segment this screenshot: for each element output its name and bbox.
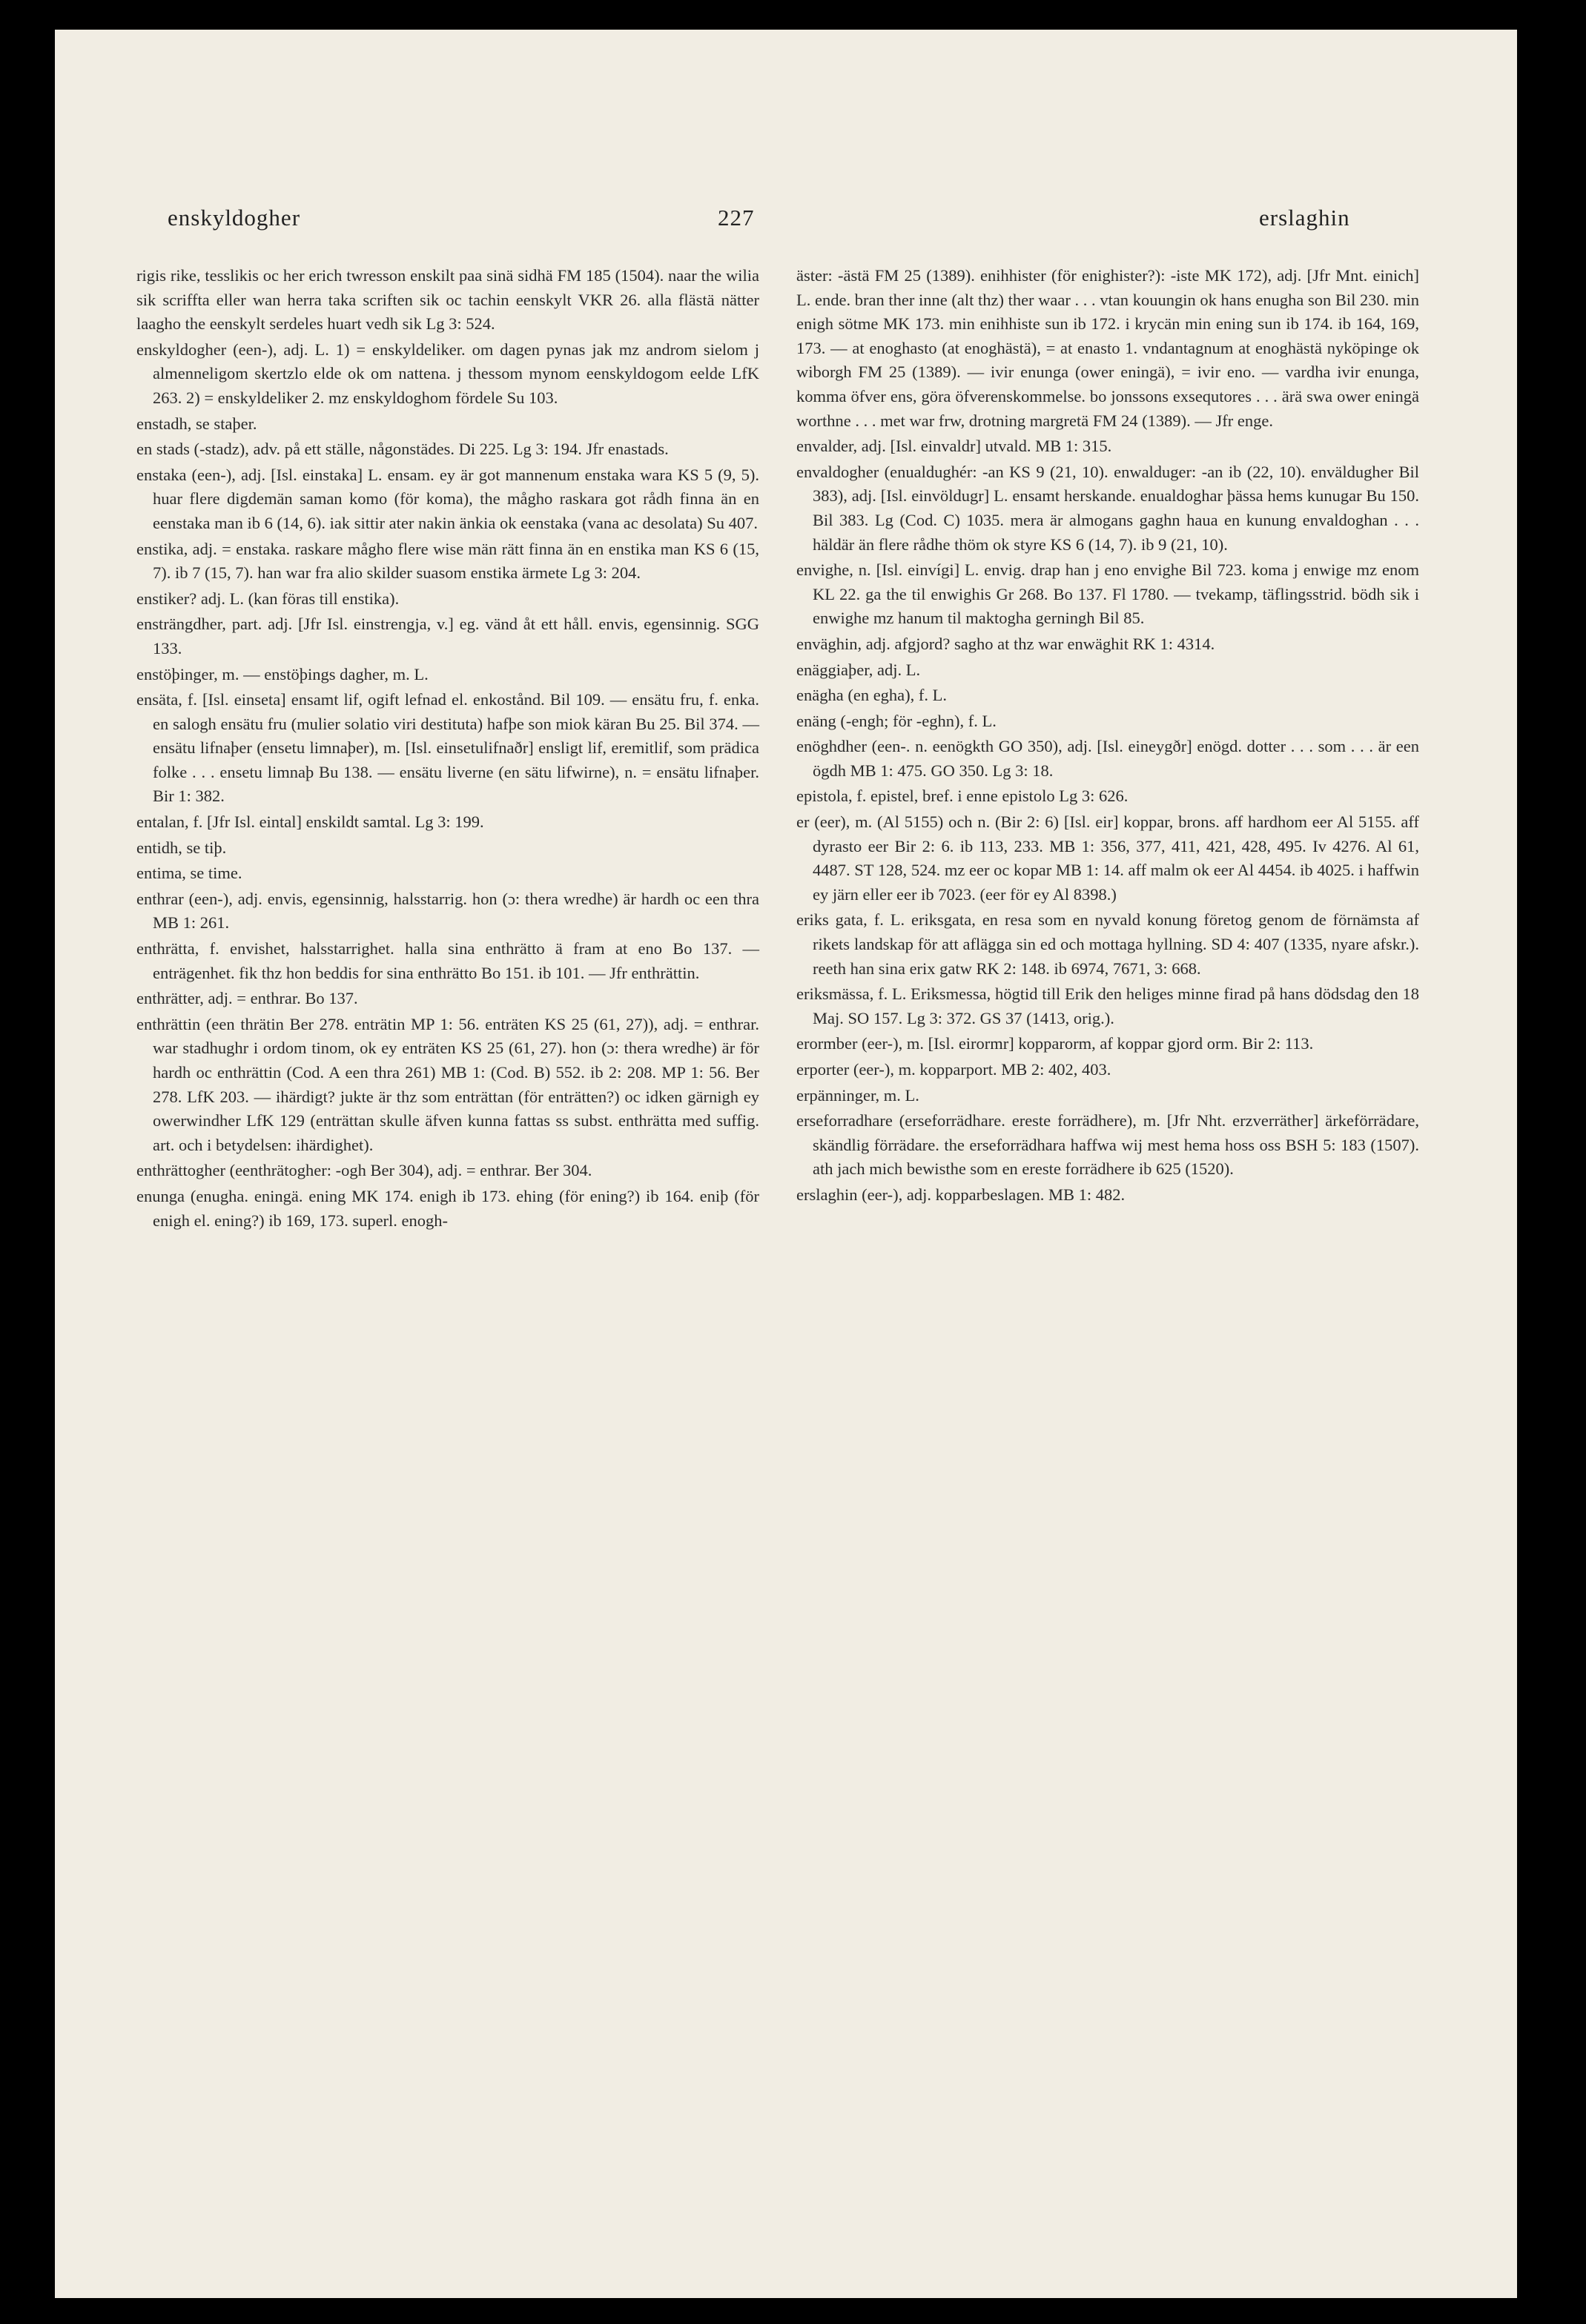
scan-corner-mark <box>1531 2295 1547 2311</box>
entry-text: ensäta, f. [Isl. einseta] ensamt lif, ogift lefnad el. enkostånd. Bil 109. — ensätu fru, f. enka. en salogh ensätu fru (mulier solatio viri destituta) hafþe son miok käran Bu 25. Bil 374. — ensätu lifnaþer (ensetu limnaþer), m. [Isl. einsetulifnaðr] ensligt lif, eremitlif, som prädica folke . . . ensetu limnaþ Bu 138. — ensätu liverne (en sätu lifwirne), n. = ensätu lifnaþer. Bir 1: 382. <box>136 690 759 806</box>
entry-text: enstaka (een-), adj. [Isl. einstaka] L. ensam. ey är got mannenum enstaka wara KS 5 (9, 5). huar flere digdemän saman komo (för koma), the mågho raskara got rådh finna än en eenstaka man ib 6 (14, 6). iak sittir ater nakin änkia ok eenstaka (vana ac desolata) Su 407. <box>136 465 759 532</box>
entry-text: entalan, f. [Jfr Isl. eintal] enskildt samtal. Lg 3: 199. <box>136 812 484 832</box>
entry-text: envighe, n. [Isl. einvígi] L. envig. drap han j eno envighe Bil 723. koma j enwige mz enom KL 22. ga the til enwighis Gr 268. Bo 137. Fl 1780. — tvekamp, täflingsstrid. bödh sik i enwighe mz hanum til maktogha gerningh Bil 85. <box>796 560 1419 628</box>
entry-text: en stads (-stadz), adv. på ett ställe, någonstädes. Di 225. Lg 3: 194. Jfr enastads. <box>136 440 669 459</box>
entry-text: erslaghin (eer-), adj. kopparbeslagen. MB 1: 482. <box>796 1185 1126 1204</box>
entry-text: enthrättin (een thrätin Ber 278. enträtin MP 1: 56. enträten KS 25 (61, 27)), adj. = enthrar. war stadhughr i ordom tinom, ok ey enträten KS 25 (61, 27). hon (ɔ: thera wredhe) är för hardh oc enthrättin (Cod. A een thra 261) MB 1: (Cod. B) 552. ib 2: 208. MP 1: 56. Ber 278. LfK 203. — ihärdigt? jukte är thz som enträttan (för enträtten?) oc idken gärnigh ey owerwindher LfK 129 (enträttan skulle äfven kunna fattas ss subst. enthrätta med suffig. art. och i betydelsen: ihärdighet). <box>136 1014 759 1154</box>
entry-text: epistola, f. epistel, bref. i enne epistolo Lg 3: 626. <box>796 787 1129 806</box>
scanned-page <box>55 30 1517 2298</box>
entry-text: er (eer), m. (Al 5155) och n. (Bir 2: 6) [Isl. eir] koppar, brons. aff hardhom eer Al 5155. aff dyrasto eer Bir 2: 6. ib 113, 233. MB 1: 356, 377, 411, 421, 428, 495. Iv 4276. Al 61, 4487. ST 128, 524. mz eer oc kopar MB 1: 14. aff malm ok eer Al 4454. ib 4025. i haffwin ey järn eller eer ib 7023. (eer för ey Al 8398.) <box>796 812 1419 904</box>
entry-text: eriksmässa, f. L. Eriksmessa, högtid till Erik den heliges minne firad på hans dödsdag den 18 Maj. SO 157. Lg 3: 372. GS 37 (1413, orig.). <box>796 984 1419 1027</box>
entry-text: erporter (eer-), m. kopparport. MB 2: 402, 403. <box>796 1060 1111 1079</box>
entry-text: enstöþinger, m. — enstöþings dagher, m. L. <box>136 664 429 683</box>
entry-text: enväghin, adj. afgjord? sagho at thz war enwäghit RK 1: 4314. <box>796 634 1215 653</box>
entry-text: enskyldogher (een-), adj. L. 1) = enskyldeliker. om dagen pynas jak mz androm sielom j almenneligom skertzlo elde ok om nattena. j thessom mynom eenskyldogom eelde LfK 263. 2) = enskyldeliker 2. mz enskyldoghom fördele Su 103. <box>136 340 759 407</box>
entry-text: enthrätta, f. envishet, halsstarrighet. halla sina enthrätto ä fram at eno Bo 137. — enträgenhet. fik thz hon beddis for sina enthrätto Bo 151. ib 101. — Jfr enthrättin. <box>136 939 759 982</box>
entry-text: eriks gata, f. L. eriksgata, en resa som en nyvald konung företog genom de förnämsta af rikets landskap för att aflägga sin ed och mottaga hyllning. SD 4: 407 (1335, nyare afskr.). reeth han sina erix gatw RK 2: 148. ib 6974, 7671, 3: 668. <box>796 910 1419 978</box>
entry-text: erseforradhare (erseforrädhare. ereste forrädhere), m. [Jfr Nht. erzverräther] ärkeförrädare, skändlig förrädare. the erseforrädhara haffwa wij mest hema hoss oss BSH 5: 183 (1507). ath jach mich bewisthe som en ereste forrädhere ib 625 (1520). <box>796 1111 1419 1179</box>
scan-corner-mark <box>39 2295 55 2311</box>
running-head-left: enskyldogher <box>168 205 301 231</box>
entry-text: enstadh, se staþer. <box>136 414 257 433</box>
entry-text: envaldogher (enualdughér: -an KS 9 (21, 10). enwalduger: -an ib (22, 10). enväldugher Bil 383), adj. [Isl. einvöldugr] L. ensamt herskande. enualdoghar þässa hems kunugar Bu 150. Bil 383. Lg (Cod. C) 1035. mera är almogans gaghn haua en kunung envaldoghan . . . häldär än flere rådhe thöm ok styre KS 6 (14, 7). ib 9 (21, 10). <box>796 462 1419 554</box>
entry-text: enäng (-engh; för -eghn), f. L. <box>796 711 997 730</box>
entry-text: enstiker? adj. L. (kan föras till enstika). <box>136 589 400 608</box>
entry-text: ensträngdher, part. adj. [Jfr Isl. einstrengja, v.] eg. vänd åt ett håll. envis, egensinnig. SGG 133. <box>136 615 759 658</box>
entry-text: rigis rike, tesslikis oc her erich twresson enskilt paa sinä sidhä FM 185 (1504). naar the wilia sik scriffta eller wan herra taka scriften sik oc tachin eenskylt VKR 26. alla flästä nätter laagho the eenskylt serdeles huart vedh sik Lg 3: 524. <box>136 266 759 334</box>
scan-corner-mark <box>1531 13 1547 30</box>
entry-text: enägha (en egha), f. L. <box>796 686 948 705</box>
entry-text: enthrätter, adj. = enthrar. Bo 137. <box>136 989 358 1008</box>
entry-text: envalder, adj. [Isl. einvaldr] utvald. MB 1: 315. <box>796 437 1112 456</box>
entry-text: äster: -ästä FM 25 (1389). enihhister (för enighister?): -iste MK 172), adj. [Jfr Mnt. einich] L. ende. bran ther inne (alt thz) ther waar . . . vtan kouungin ok hans enugha son Bil 230. min enigh sötme MK 173. min enihhiste sun ib 172. i krycän min ening sun ib 174. ib 164, 169, 173. — at enoghasto (at enoghästä), = at enasto 1. vndantagnum at enoghästä nyköpinge ok wiborgh FM 25 (1389). — ivir enunga (ower eningä), = ivir eno. — vardha ivir enunga, komma öfver ens, göra öfverenskommelse. bo jonssons exsequtores . . . ärä swa ower eningä worthne . . . met war frw, drotning margretä FM 24 (1389). — Jfr enge. <box>796 266 1419 430</box>
entry-text: enäggiaþer, adj. L. <box>796 660 921 679</box>
right-column <box>796 264 1419 1208</box>
page-number: 227 <box>718 205 755 231</box>
scan-corner-mark <box>39 13 55 30</box>
entry-text: entidh, se tiþ. <box>136 838 227 857</box>
entry-text: enthrättogher (eenthrätogher: -ogh Ber 304), adj. = enthrar. Ber 304. <box>136 1161 592 1180</box>
running-head-right: erslaghin <box>1259 205 1350 231</box>
entry-text: enöghdher (een-. n. eenögkth GO 350), adj. [Isl. eineygðr] enögd. dotter . . . som . . . är een ögdh MB 1: 475. GO 350. Lg 3: 18. <box>796 737 1419 780</box>
entry-text: erormber (eer-), m. [Isl. eirormr] kopparorm, af koppar gjord orm. Bir 2: 113. <box>796 1034 1314 1053</box>
entry-text: erpänninger, m. L. <box>796 1085 919 1105</box>
entry-text: enunga (enugha. eningä. ening MK 174. enigh ib 173. ehing (för ening?) ib 164. eniþ (för enigh el. ening?) ib 169, 173. superl. enogh- <box>136 1186 759 1230</box>
left-column <box>136 264 759 1233</box>
entry-text: enstika, adj. = enstaka. raskare mågho flere wise män rätt finna än en enstika man KS 6 (15, 7). ib 7 (15, 7). han war fra alio skilder suasom enstika ärmete Lg 3: 204. <box>136 539 759 583</box>
entry-text: entima, se time. <box>136 864 242 883</box>
entry-text: enthrar (een-), adj. envis, egensinnig, halsstarrig. hon (ɔ: thera wredhe) är hardh oc een thra MB 1: 261. <box>136 889 759 933</box>
